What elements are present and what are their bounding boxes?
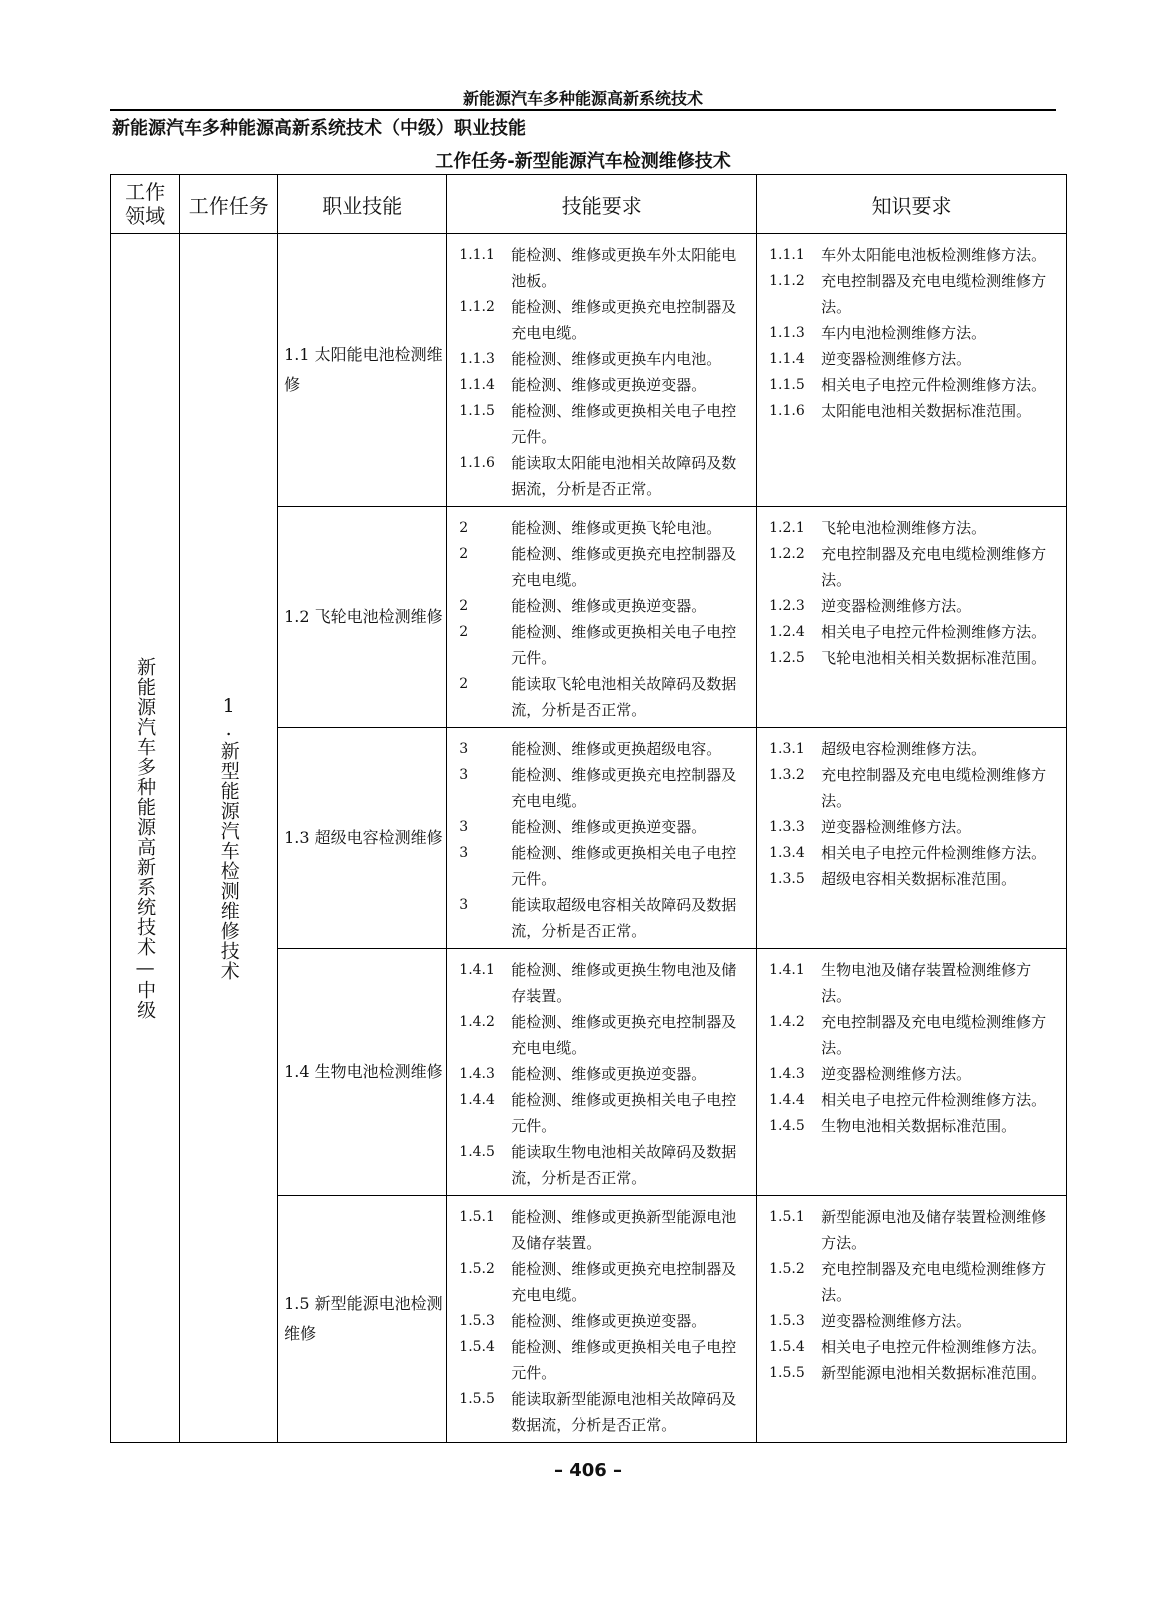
item-number: 1.4.4 <box>769 1092 805 1108</box>
item-text: 能检测、维修或更换充电控制器及充电电缆。 <box>511 766 737 810</box>
list-item <box>459 346 748 372</box>
skill-requirements-cell <box>447 728 757 949</box>
list-item <box>459 593 748 619</box>
skill-cell <box>278 234 447 507</box>
list-item <box>459 814 748 840</box>
item-text: 太阳能电池相关数据标准范围。 <box>821 402 1032 420</box>
item-text: 能检测、维修或更换逆变器。 <box>511 376 707 394</box>
item-text: 充电控制器及充电电缆检测维修方法。 <box>821 272 1047 316</box>
item-text: 车外太阳能电池板检测维修方法。 <box>821 246 1047 264</box>
list-item <box>769 515 1058 541</box>
item-text: 新型能源电池及储存装置检测维修方法。 <box>821 1208 1047 1252</box>
item-number: 1.3.4 <box>769 845 805 861</box>
item-text: 飞轮电池相关相关数据标准范围。 <box>821 649 1047 667</box>
item-number: 1.4.3 <box>459 1066 495 1082</box>
list-item <box>769 1360 1058 1386</box>
item-text: 超级电容检测维修方法。 <box>821 740 987 758</box>
item-number: 1.4.2 <box>769 1014 805 1030</box>
knowledge-requirements-cell <box>757 728 1067 949</box>
knowledge-requirements-cell <box>757 234 1067 507</box>
item-text: 能读取太阳能电池相关故障码及数据流，分析是否正常。 <box>511 454 737 498</box>
list-item <box>769 1204 1058 1256</box>
item-number: 1.1.5 <box>769 377 805 393</box>
item-text: 充电控制器及充电电缆检测维修方法。 <box>821 545 1047 589</box>
header-skill: 职业技能 <box>278 175 447 234</box>
list-item <box>769 398 1058 424</box>
list-item <box>769 593 1058 619</box>
header-domain-text: 工作领域 <box>125 180 166 228</box>
task-title <box>110 147 1176 173</box>
item-number: 3 <box>459 741 469 757</box>
skill-cell <box>278 507 447 728</box>
item-number: 1.1.3 <box>769 325 805 341</box>
item-number: 1.1.6 <box>459 455 495 471</box>
item-text: 能检测、维修或更换充电控制器及充电电缆。 <box>511 545 737 589</box>
item-text: 相关电子电控元件检测维修方法。 <box>821 623 1047 641</box>
item-text: 能读取飞轮电池相关故障码及数据流，分析是否正常。 <box>511 675 737 719</box>
header-skill-req: 技能要求 <box>447 175 757 234</box>
list-item <box>769 1256 1058 1308</box>
header-rule <box>110 109 1056 111</box>
work-task-cell <box>180 234 278 1443</box>
item-number: 1.5.5 <box>459 1391 495 1407</box>
item-number: 1.5.1 <box>769 1209 805 1225</box>
table-header-row <box>111 175 1067 234</box>
item-number: 3 <box>459 845 469 861</box>
item-number: 1.2.5 <box>769 650 805 666</box>
skill-name: 1.3 超级电容检测维修 <box>284 828 443 847</box>
list-item <box>459 294 748 346</box>
task-title-text: 工作任务-新型能源汽车检测维修技术 <box>435 151 731 172</box>
list-item <box>769 619 1058 645</box>
item-text: 逆变器检测维修方法。 <box>821 818 972 836</box>
item-text: 相关电子电控元件检测维修方法。 <box>821 1091 1047 1109</box>
list-item <box>459 840 748 892</box>
item-number: 1.1.4 <box>459 377 495 393</box>
item-number: 1.3.5 <box>769 871 805 887</box>
item-text: 能检测、维修或更换新型能源电池及储存装置。 <box>511 1208 737 1252</box>
knowledge-requirements-cell <box>757 949 1067 1196</box>
skill-requirements-cell <box>447 507 757 728</box>
item-number: 1.1.3 <box>459 351 495 367</box>
list-item <box>459 450 748 502</box>
item-text: 生物电池及储存装置检测维修方法。 <box>821 961 1032 1005</box>
list-item <box>769 645 1058 671</box>
item-text: 相关电子电控元件检测维修方法。 <box>821 844 1047 862</box>
item-text: 能检测、维修或更换相关电子电控元件。 <box>511 844 737 888</box>
list-item <box>459 736 748 762</box>
list-item <box>459 1204 748 1256</box>
list-item <box>459 515 748 541</box>
skill-requirements-cell <box>447 949 757 1196</box>
list-item <box>769 762 1058 814</box>
item-number: 2 <box>459 676 469 692</box>
skill-name: 1.4 生物电池检测维修 <box>284 1062 443 1081</box>
item-text: 能读取生物电池相关故障码及数据流，分析是否正常。 <box>511 1143 737 1187</box>
list-item <box>769 320 1058 346</box>
running-head: 新能源汽车多种能源高新系统技术 <box>462 89 703 108</box>
item-number: 2 <box>459 624 469 640</box>
item-text: 能检测、维修或更换车内电池。 <box>511 350 722 368</box>
skills-table <box>110 174 1067 1443</box>
list-item <box>769 957 1058 1009</box>
list-item <box>459 398 748 450</box>
item-number: 1.2.3 <box>769 598 805 614</box>
list-item <box>459 1334 748 1386</box>
item-number: 1.1.1 <box>459 247 495 263</box>
skill-cell <box>278 949 447 1196</box>
item-text: 生物电池相关数据标准范围。 <box>821 1117 1017 1135</box>
item-text: 能检测、维修或更换相关电子电控元件。 <box>511 1091 737 1135</box>
item-text: 逆变器检测维修方法。 <box>821 350 972 368</box>
header-domain <box>111 175 180 234</box>
item-text: 能检测、维修或更换充电控制器及充电电缆。 <box>511 1013 737 1057</box>
skill-name: 1.2 飞轮电池检测维修 <box>284 607 443 626</box>
list-item <box>769 1009 1058 1061</box>
item-text: 逆变器检测维修方法。 <box>821 1065 972 1083</box>
header-task: 工作任务 <box>180 175 278 234</box>
item-number: 1.2.1 <box>769 520 805 536</box>
list-item <box>769 1113 1058 1139</box>
item-number: 1.5.3 <box>459 1313 495 1329</box>
skill-cell <box>278 1196 447 1443</box>
item-number: 1.4.5 <box>769 1118 805 1134</box>
list-item <box>769 242 1058 268</box>
item-number: 1.4.5 <box>459 1144 495 1160</box>
list-item <box>459 541 748 593</box>
skill-name: 1.1 太阳能电池检测维修 <box>284 345 443 394</box>
work-domain-cell <box>111 234 180 1443</box>
list-item <box>459 1139 748 1191</box>
item-number: 1.4.3 <box>769 1066 805 1082</box>
item-number: 1.4.1 <box>459 962 495 978</box>
list-item <box>459 242 748 294</box>
item-text: 充电控制器及充电电缆检测维修方法。 <box>821 1013 1047 1057</box>
list-item <box>459 892 748 944</box>
item-text: 能检测、维修或更换相关电子电控元件。 <box>511 402 737 446</box>
list-item <box>769 1087 1058 1113</box>
item-number: 1.5.2 <box>459 1261 495 1277</box>
list-item <box>769 866 1058 892</box>
work-domain-text: 新能源汽车多种能源高新系统技术—中级 <box>134 656 157 1020</box>
item-number: 1.1.4 <box>769 351 805 367</box>
item-text: 超级电容相关数据标准范围。 <box>821 870 1017 888</box>
list-item <box>459 1386 748 1438</box>
list-item <box>769 814 1058 840</box>
item-number: 1.4.2 <box>459 1014 495 1030</box>
item-number: 2 <box>459 598 469 614</box>
item-text: 能检测、维修或更换超级电容。 <box>511 740 722 758</box>
knowledge-requirements-cell <box>757 507 1067 728</box>
list-item <box>459 372 748 398</box>
list-item <box>459 1256 748 1308</box>
list-item <box>459 1061 748 1087</box>
item-text: 新型能源电池相关数据标准范围。 <box>821 1364 1047 1382</box>
item-text: 能读取超级电容相关故障码及数据流，分析是否正常。 <box>511 896 737 940</box>
item-text: 能检测、维修或更换逆变器。 <box>511 1065 707 1083</box>
list-item <box>459 1087 748 1139</box>
item-number: 1.4.1 <box>769 962 805 978</box>
list-item <box>769 346 1058 372</box>
item-text: 相关电子电控元件检测维修方法。 <box>821 376 1047 394</box>
item-text: 能检测、维修或更换充电控制器及充电电缆。 <box>511 1260 737 1304</box>
item-text: 能检测、维修或更换逆变器。 <box>511 597 707 615</box>
skill-requirements-cell <box>447 1196 757 1443</box>
work-task-text: 1.新型能源汽车检测维修技术 <box>217 695 240 981</box>
item-number: 1.5.4 <box>459 1339 495 1355</box>
item-number: 1.5.3 <box>769 1313 805 1329</box>
item-text: 能检测、维修或更换逆变器。 <box>511 818 707 836</box>
item-text: 车内电池检测维修方法。 <box>821 324 987 342</box>
item-text: 能检测、维修或更换充电控制器及充电电缆。 <box>511 298 737 342</box>
item-text: 逆变器检测维修方法。 <box>821 1312 972 1330</box>
list-item <box>769 736 1058 762</box>
list-item <box>769 1061 1058 1087</box>
item-text: 能检测、维修或更换生物电池及储存装置。 <box>511 961 737 1005</box>
item-text: 飞轮电池检测维修方法。 <box>821 519 987 537</box>
list-item <box>769 372 1058 398</box>
item-number: 1.5.4 <box>769 1339 805 1355</box>
item-text: 能检测、维修或更换相关电子电控元件。 <box>511 623 737 667</box>
page-number: – 406 – <box>553 1460 623 1481</box>
item-text: 充电控制器及充电电缆检测维修方法。 <box>821 766 1047 810</box>
item-number: 1.3.3 <box>769 819 805 835</box>
item-number: 1.5.5 <box>769 1365 805 1381</box>
item-number: 1.3.1 <box>769 741 805 757</box>
item-text: 能检测、维修或更换逆变器。 <box>511 1312 707 1330</box>
item-number: 3 <box>459 819 469 835</box>
list-item <box>459 1308 748 1334</box>
list-item <box>459 671 748 723</box>
list-item <box>769 541 1058 593</box>
list-item <box>769 268 1058 320</box>
list-item <box>769 1308 1058 1334</box>
item-text: 能检测、维修或更换飞轮电池。 <box>511 519 722 537</box>
item-number: 2 <box>459 520 469 536</box>
skill-requirements-cell <box>447 234 757 507</box>
item-number: 1.4.4 <box>459 1092 495 1108</box>
item-number: 3 <box>459 897 469 913</box>
table-row <box>111 234 1067 507</box>
item-number: 1.2.4 <box>769 624 805 640</box>
item-number: 1.1.2 <box>769 273 805 289</box>
item-number: 1.2.2 <box>769 546 805 562</box>
item-number: 1.1.2 <box>459 299 495 315</box>
item-text: 能读取新型能源电池相关故障码及数据流，分析是否正常。 <box>511 1390 737 1434</box>
item-text: 相关电子电控元件检测维修方法。 <box>821 1338 1047 1356</box>
item-number: 2 <box>459 546 469 562</box>
item-text: 充电控制器及充电电缆检测维修方法。 <box>821 1260 1047 1304</box>
skill-cell <box>278 728 447 949</box>
list-item <box>769 1334 1058 1360</box>
item-text: 能检测、维修或更换车外太阳能电池板。 <box>511 246 737 290</box>
skill-name: 1.5 新型能源电池检测维修 <box>284 1294 443 1343</box>
item-number: 1.1.5 <box>459 403 495 419</box>
item-number: 1.3.2 <box>769 767 805 783</box>
item-text: 能检测、维修或更换相关电子电控元件。 <box>511 1338 737 1382</box>
item-number: 1.5.1 <box>459 1209 495 1225</box>
item-number: 3 <box>459 767 469 783</box>
list-item <box>459 1009 748 1061</box>
header-knowledge-req: 知识要求 <box>757 175 1067 234</box>
document-title: 新能源汽车多种能源高新系统技术（中级）职业技能 <box>112 118 526 139</box>
knowledge-requirements-cell <box>757 1196 1067 1443</box>
list-item <box>459 957 748 1009</box>
list-item <box>459 619 748 671</box>
item-text: 逆变器检测维修方法。 <box>821 597 972 615</box>
list-item <box>459 762 748 814</box>
item-number: 1.5.2 <box>769 1261 805 1277</box>
item-number: 1.1.6 <box>769 403 805 419</box>
list-item <box>769 840 1058 866</box>
item-number: 1.1.1 <box>769 247 805 263</box>
